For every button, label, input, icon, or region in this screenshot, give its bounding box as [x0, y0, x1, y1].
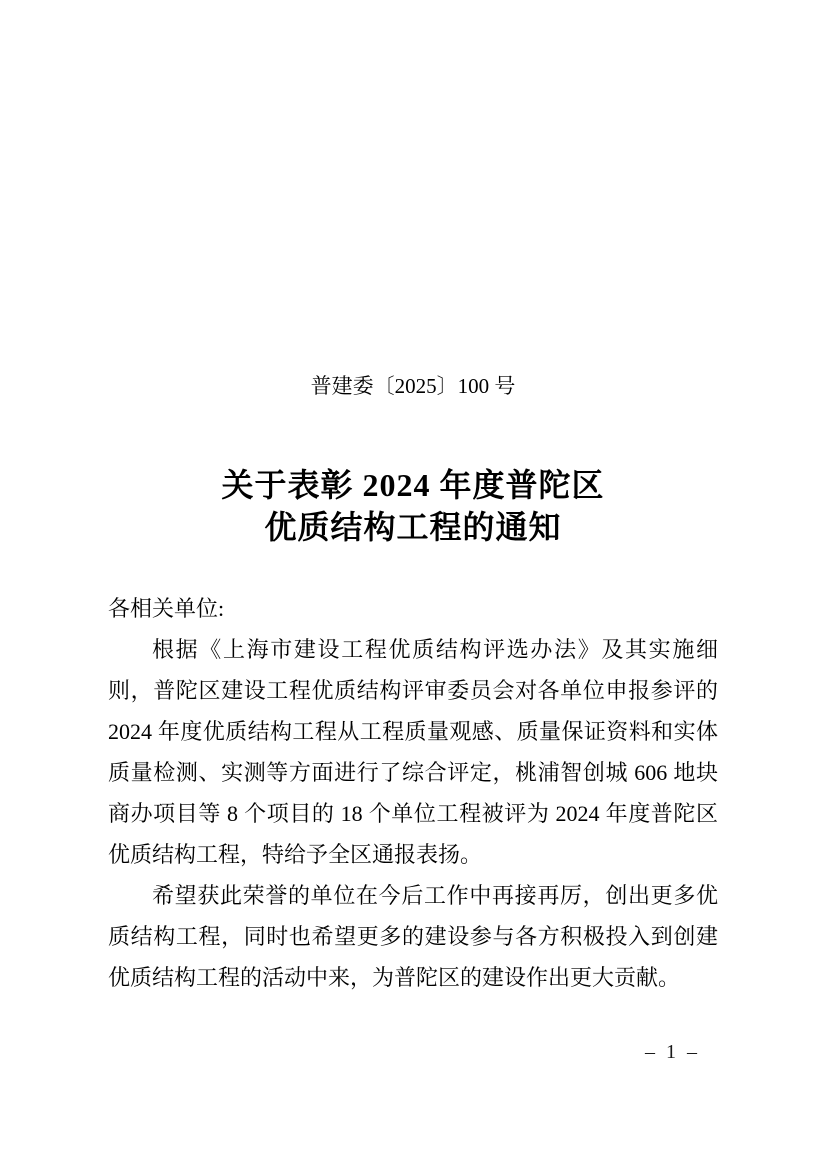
body-paragraph-2: 希望获此荣誉的单位在今后工作中再接再厉，创出更多优质结构工程，同时也希望更多的建设参与各方积极投入到创建优质结构工程的活动中来，为普陀区的建设作出更大贡献。 — [108, 883, 718, 990]
salutation: 各相关单位: — [108, 596, 225, 621]
document-body — [108, 588, 718, 998]
document-number: 普建委〔2025〕100 号 — [310, 374, 516, 398]
document-title-line-2: 优质结构工程的通知 — [264, 509, 562, 545]
body-paragraph-1: 根据《上海市建设工程优质结构评选办法》及其实施细则，普陀区建设工程优质结构评审委员会对各单位申报参评的 2024 年度优质结构工程从工程质量观感、质量保证资料和实体质量检测、实测等方面进行了综合评定，桃浦智创城 606 地块商办项目等 8 个项目的 18 个单位工程被评为 2024 年度普陀区优质结构工程，特给予全区通报表扬。 — [108, 637, 718, 867]
page-number: – 1 – — [645, 1041, 700, 1063]
document-title — [0, 464, 826, 548]
document-title-line-1: 关于表彰 2024 年度普陀区 — [221, 467, 605, 503]
